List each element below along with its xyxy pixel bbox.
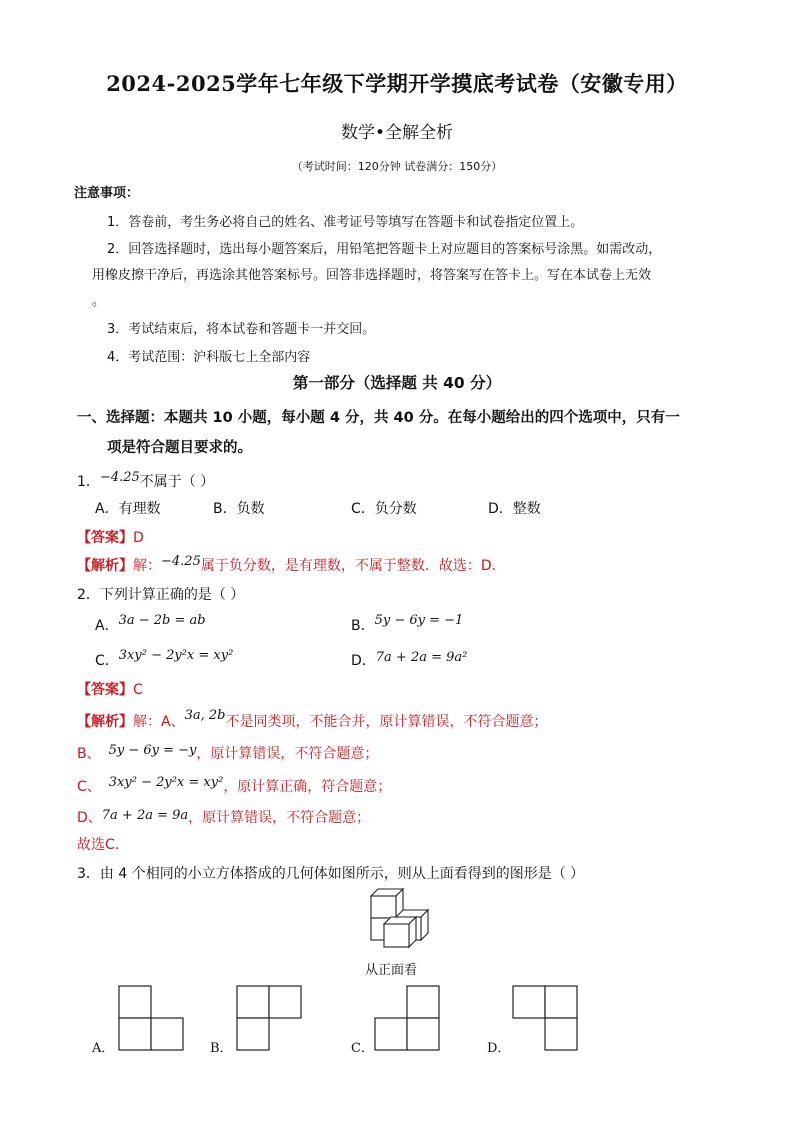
notice-item-4: 4．考试范围：沪科版七上全部内容 (107, 350, 311, 365)
section1-line-2: 项是符合题目要求的。 (107, 440, 252, 456)
q3-option-a-figure[interactable] (118, 985, 184, 1051)
q2-answer-value: C (133, 682, 143, 698)
q1-analysis-text: 属于负分数，是有理数，不属于整数．故选：D． (200, 558, 506, 574)
q3-option-c-figure[interactable] (374, 985, 440, 1051)
q1-expression: −4.25 (99, 470, 140, 485)
q2-analysis-d (77, 807, 370, 827)
q2-analysis-a-expression: 3a, 2b (184, 708, 226, 723)
q3-option-b-figure[interactable] (236, 985, 302, 1051)
q2-stem: 2．下列计算正确的是（ ） (77, 587, 245, 603)
notice-item-2-line-1: 2．回答选择题时，选出每小题答案后，用铅笔把答题卡上对应题目的答案标号涂黑。如需改动， (107, 242, 662, 257)
notice-item-3: 3．考试结束后，将本试卷和答题卡一并交回。 (107, 322, 376, 337)
q2-analysis-label: 【解析】 (77, 714, 133, 730)
q1-option-c: C．负分数 (351, 501, 417, 517)
q2-conclusion: 故选C． (77, 837, 129, 853)
q2-analysis-d-expression: 7a + 2a = 9a (101, 808, 189, 823)
q2-option-c (95, 650, 233, 670)
q3-option-a-label: A． (92, 1041, 115, 1056)
q2-option-a-label: A． (95, 618, 119, 634)
q2-option-a (95, 615, 206, 635)
q2-option-d-expression: 7a + 2a = 9a² (375, 650, 468, 665)
q1-analysis (77, 555, 506, 575)
q1-option-b: B．负数 (213, 501, 265, 517)
q3-option-c-label: C． (351, 1041, 374, 1056)
q2-analysis-prefix: 解：A、 (133, 714, 185, 730)
q1-answer (77, 527, 144, 547)
q2-analysis-d-prefix: D、 (77, 810, 102, 826)
q3-option-d-label: D． (487, 1041, 511, 1056)
q2-analysis-c-expression: 3xy² − 2y²x = xy² (108, 775, 224, 790)
q1-analysis-prefix: 解： (133, 558, 161, 574)
notice-heading: 注意事项： (74, 186, 140, 201)
q1-option-d: D．整数 (488, 501, 541, 517)
q2-analysis-b-expression: 5y − 6y = −y (108, 743, 197, 758)
notice-item-2-line-2: 用橡皮擦干净后，再选涂其他答案标号。回答非选择题时，将答案写在答卡上。写在本试卷上无效 (92, 268, 652, 283)
q2-answer-label: 【答案】 (77, 682, 133, 698)
q3-figure-caption: 从正面看 (365, 963, 418, 978)
section1-line-1: 一、选择题：本题共 10 小题，每小题 4 分，共 40 分。在每小题给出的四个选项中，只有一 (77, 410, 680, 426)
q2-option-d (351, 650, 467, 670)
q2-option-c-label: C． (95, 653, 119, 669)
q3-option-b-label: B． (210, 1041, 233, 1056)
q1-number: 1． (77, 474, 100, 490)
q2-option-d-label: D． (351, 653, 376, 669)
q2-analysis-b-prefix: B、 (77, 746, 101, 762)
q3-option-d-figure[interactable] (512, 985, 578, 1051)
q2-option-a-expression: 3a − 2b = ab (118, 613, 206, 628)
q2-option-c-expression: 3xy² − 2y²x = xy² (118, 648, 234, 663)
q3-stem: 3．由 4 个相同的小立方体搭成的几何体如图所示，则从上面看得到的图形是（ ） (77, 866, 585, 882)
q2-option-b-expression: 5y − 6y = −1 (374, 613, 464, 628)
part1-heading: 第一部分（选择题 共 40 分） (292, 374, 502, 392)
q1-analysis-expression: −4.25 (161, 554, 201, 569)
q2-option-b (351, 615, 463, 635)
q2-answer (77, 679, 143, 699)
notice-item-2-line-3: 。 (92, 294, 106, 309)
q1-option-a: A．有理数 (95, 501, 161, 517)
q2-analysis-c-text: ，原计算正确，符合题意； (223, 779, 392, 795)
q2-option-b-label: B． (351, 618, 375, 634)
page-title: 2024-2025学年七年级下学期开学摸底考试卷（安徽专用） (106, 71, 688, 96)
q2-analysis-a (77, 708, 548, 731)
q2-analysis-b-text: ，原计算错误，不符合题意； (196, 746, 379, 762)
q2-analysis-c (77, 776, 391, 796)
notice-item-1: 1．答卷前，考生务必将自己的姓名、准考证号等填写在答题卡和试卷指定位置上。 (107, 215, 584, 230)
q2-analysis-c-prefix: C、 (77, 779, 101, 795)
q1-stem-text: 不属于（ ） (139, 474, 215, 490)
q2-analysis-a-text: 不是同类项，不能合并，原计算错误，不符合题意； (225, 714, 548, 730)
q2-analysis-d-text: ，原计算错误，不符合题意； (188, 810, 371, 826)
q3-cube-figure (366, 886, 436, 958)
q1-answer-label: 【答案】 (77, 530, 133, 546)
q1-answer-value: D (133, 530, 144, 546)
q1-stem (77, 471, 214, 491)
page-subtitle: 数学•全解全析 (340, 123, 454, 143)
q1-analysis-label: 【解析】 (77, 558, 133, 574)
q2-analysis-b (77, 743, 378, 763)
exam-info: （考试时间：120分钟 试卷满分：150分） (291, 160, 503, 173)
